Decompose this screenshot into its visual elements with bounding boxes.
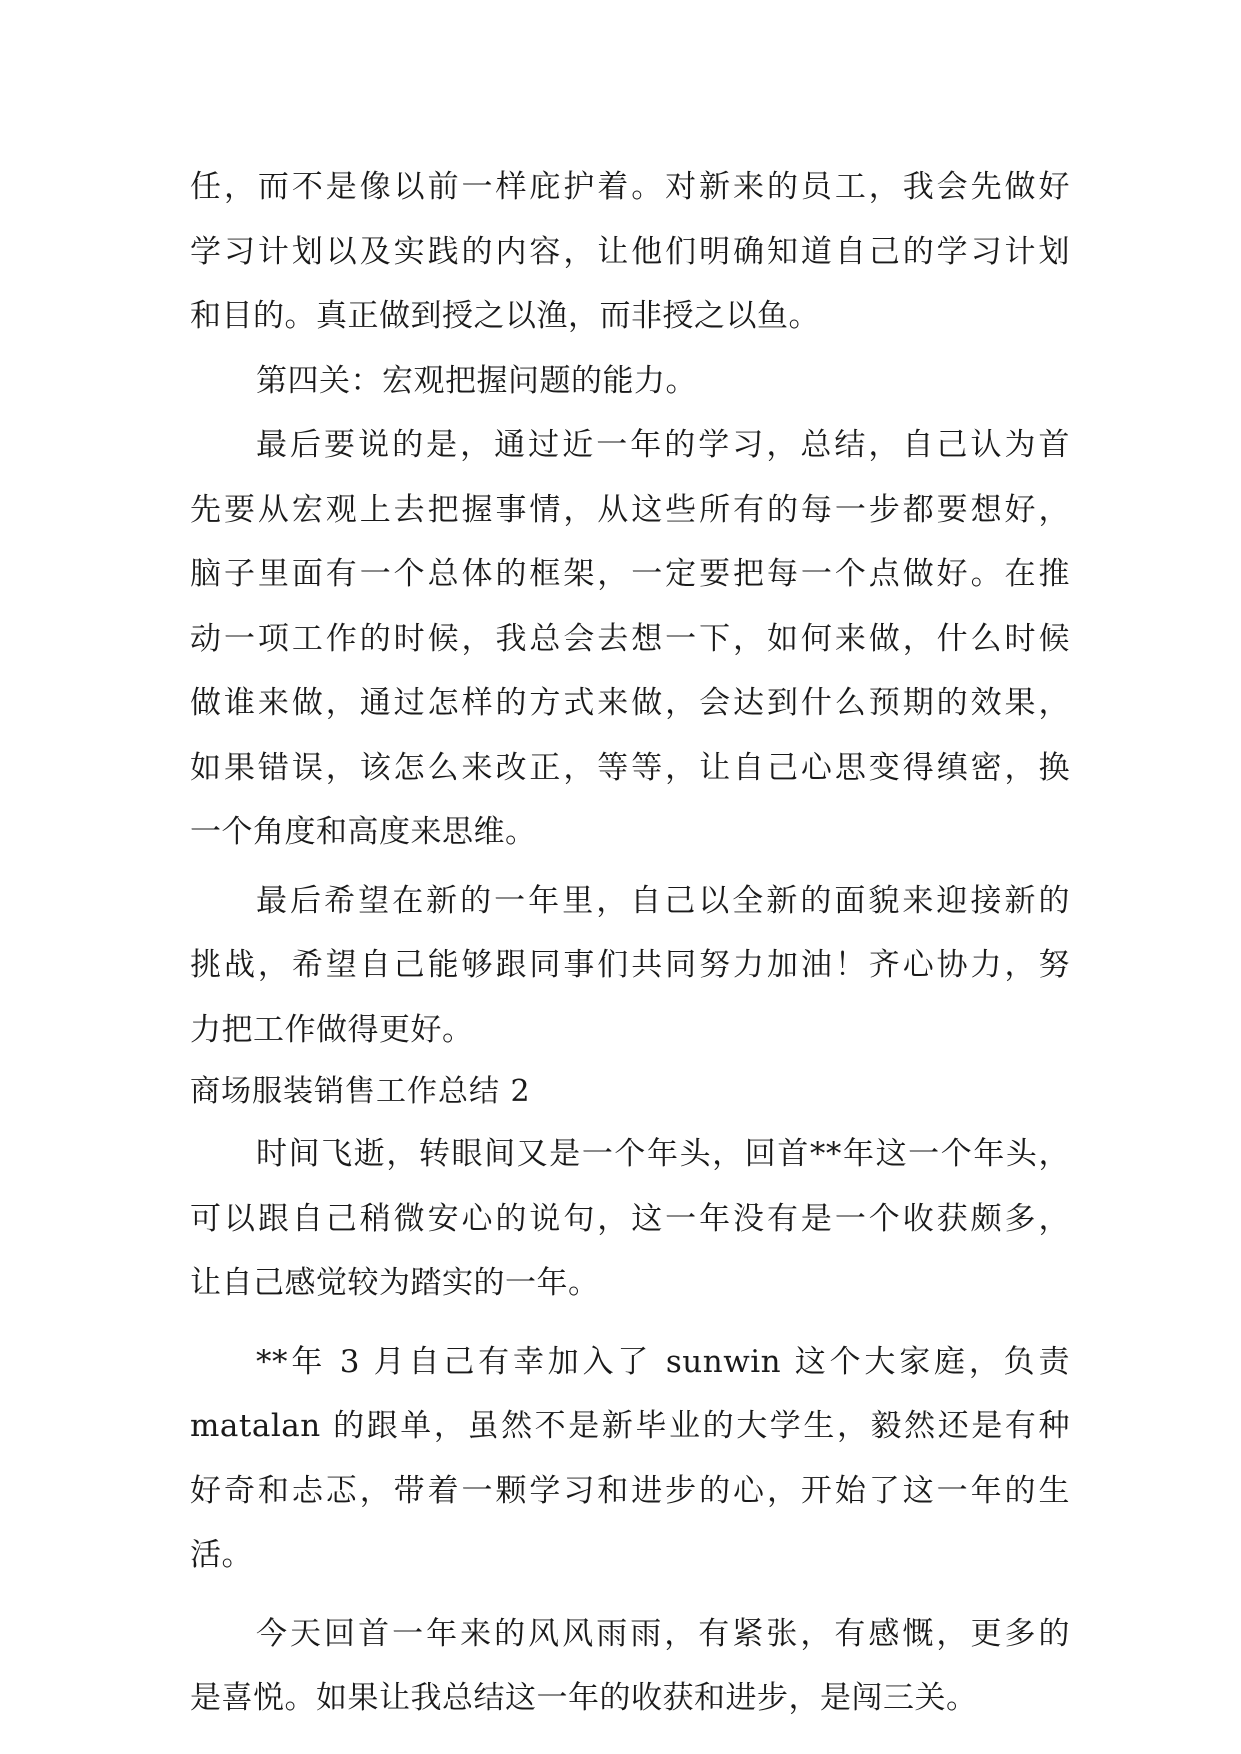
text-line: 和目的。真正做到授之以渔，而非授之以鱼。	[190, 298, 820, 334]
text-line: 脑子里面有一个总体的框架，一定要把每一个点做好。在推	[190, 556, 1070, 592]
text-line: 先要从宏观上去把握事情，从这些所有的每一步都要想好，	[190, 491, 1070, 528]
text-line: 最后希望在新的一年里，自己以全新的面貌来迎接新的	[256, 882, 1070, 919]
text-line: **年 3 月自己有幸加入了 sunwin 这个大家庭，负责	[256, 1343, 1070, 1380]
paragraph-time-flies	[190, 1122, 1070, 1316]
paragraph-macro-ability	[190, 413, 1070, 865]
text-line: 好奇和忐忑，带着一颗学习和进步的心，开始了这一年的生	[190, 1472, 1070, 1509]
text-line: 任，而不是像以前一样庇护着。对新来的员工，我会先做好	[190, 169, 1070, 205]
text-line: 动一项工作的时候，我总会去想一下，如何来做，什么时候	[190, 620, 1070, 657]
text-line: 让自己感觉较为踏实的一年。	[190, 1265, 600, 1301]
text-line: 活。	[190, 1537, 253, 1573]
text-line: 学习计划以及实践的内容，让他们明确知道自己的学习计划	[190, 233, 1070, 270]
text-line: 是喜悦。如果让我总结这一年的收获和进步，是闯三关。	[190, 1680, 978, 1716]
paragraph-continuation	[190, 155, 1070, 349]
text-line: 力把工作做得更好。	[190, 1011, 474, 1048]
text-line: 一个角度和高度来思维。	[190, 814, 537, 850]
section-heading: 商场服装销售工作总结 2	[190, 1074, 531, 1109]
document-body	[190, 155, 1070, 1731]
text-line: 挑战，希望自己能够跟同事们共同努力加油！齐心协力，努	[190, 947, 1070, 983]
paragraph-new-year-hope	[190, 869, 1070, 1063]
text-line: 今天回首一年来的风风雨雨，有紧张，有感慨，更多的	[256, 1615, 1070, 1652]
text-line: 做谁来做，通过怎样的方式来做，会达到什么预期的效果，	[190, 685, 1070, 721]
text-line: 第四关：宏观把握问题的能力。	[256, 362, 697, 399]
text-line: 如果错误，该怎么来改正，等等，让自己心思变得缜密，换	[190, 749, 1070, 786]
paragraph-looking-back	[190, 1602, 1070, 1731]
text-line: 可以跟自己稍微安心的说句，这一年没有是一个收获颇多，	[190, 1200, 1070, 1237]
text-line: matalan 的跟单，虽然不是新毕业的大学生，毅然还是有种	[190, 1408, 1070, 1444]
paragraph-section-title	[190, 349, 1070, 414]
paragraph-joined-sunwin	[190, 1330, 1070, 1588]
text-line: 最后要说的是，通过近一年的学习，总结，自己认为首	[256, 427, 1070, 463]
text-line: 时间飞逝，转眼间又是一个年头，回首**年这一个年头，	[256, 1136, 1070, 1172]
